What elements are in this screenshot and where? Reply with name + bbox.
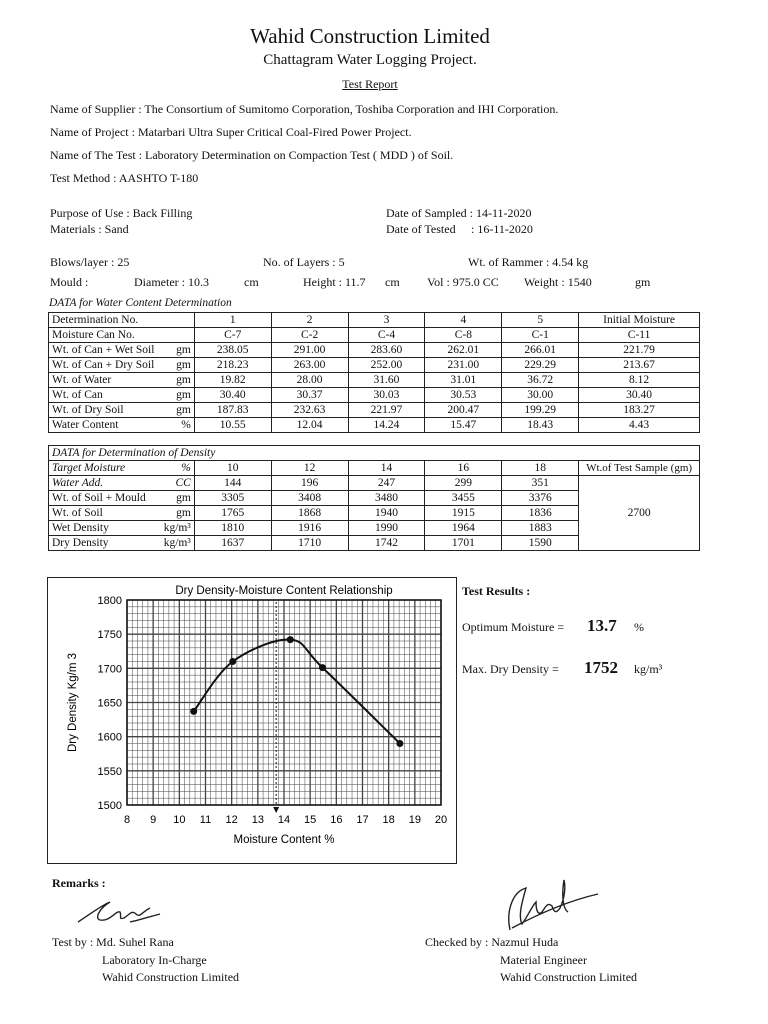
header-cell: Initial Moisture [579, 313, 700, 328]
x-tick-label: 13 [251, 814, 264, 826]
x-tick-label: 12 [225, 814, 238, 826]
row-label-text: Wt. of Soil + Mould [52, 492, 146, 504]
omc-unit: % [634, 620, 644, 634]
row-unit: gm [176, 389, 191, 401]
water-content-table [48, 312, 700, 433]
row-label-text: Wt. of Soil [52, 507, 103, 519]
row-label [52, 343, 191, 357]
data-point [396, 740, 403, 747]
row-unit: CC [175, 477, 191, 489]
table-row [49, 388, 700, 403]
row-label [52, 328, 191, 342]
value-cell: 247 [348, 476, 425, 491]
value-cell: 262.01 [425, 343, 502, 358]
row-unit: gm [176, 344, 191, 356]
layers-line: No. of Layers : 5 [263, 255, 345, 269]
row-label [52, 388, 191, 402]
height-label: Height : 11.7 [303, 275, 366, 289]
row-unit: gm [176, 359, 191, 371]
y-axis-label: Dry Density Kg/m 3 [67, 652, 79, 753]
row-label-text: Wt. of Can + Dry Soil [52, 359, 155, 371]
table-row [49, 476, 700, 491]
mould-label: Mould : [50, 275, 89, 289]
test-by-company: Wahid Construction Limited [102, 970, 240, 984]
row-label-text: Wt. of Dry Soil [52, 404, 124, 416]
target-cell: 18 [502, 461, 579, 476]
value-cell: 199.29 [502, 403, 579, 418]
y-tick-label: 1800 [97, 595, 122, 607]
remarks-label: Remarks : [52, 876, 106, 890]
value-cell: 351 [502, 476, 579, 491]
company-name: Wahid Construction Limited [250, 24, 490, 48]
row-label-cell [49, 506, 195, 521]
row-label-text: Wt. of Can + Wet Soil [52, 344, 155, 356]
project-line: Name of Project : Matarbari Ultra Super Critical Coal-Fired Power Project. [50, 125, 412, 139]
row-unit: gm [176, 404, 191, 416]
row-label [52, 403, 191, 417]
row-label-text: Wt. of Water [52, 374, 112, 386]
value-cell: 4.43 [579, 418, 700, 433]
project-title: Chattagram Water Logging Project. [263, 52, 477, 68]
value-cell: 187.83 [194, 403, 271, 418]
row-label [52, 476, 191, 490]
x-tick-label: 8 [123, 814, 131, 826]
value-cell: 19.82 [194, 373, 271, 388]
diameter-label: Diameter : 10.3 [134, 275, 209, 289]
value-cell: 283.60 [348, 343, 425, 358]
mdd-label: Max. Dry Density = [462, 662, 559, 676]
row-unit: kg/m³ [163, 537, 191, 549]
row-label [52, 418, 191, 432]
table-row [49, 328, 700, 343]
row-label-text: Wt. of Can [52, 389, 103, 401]
value-cell: 1940 [348, 506, 425, 521]
x-tick-label: 10 [173, 814, 186, 826]
x-tick-label: 16 [330, 814, 343, 826]
value-cell: 30.40 [579, 388, 700, 403]
value-cell: 28.00 [271, 373, 348, 388]
row-label-cell [49, 536, 195, 551]
value-cell: 1836 [502, 506, 579, 521]
test-line: Name of The Test : Laboratory Determination on Compaction Test ( MDD ) of Soil. [50, 148, 454, 162]
table-row [49, 403, 700, 418]
value-cell: 1637 [194, 536, 271, 551]
value-cell: C-4 [348, 328, 425, 343]
x-tick-label: 20 [434, 814, 448, 826]
header-cell: 2 [271, 313, 348, 328]
x-tick-label: 11 [199, 814, 212, 826]
section-row [49, 446, 700, 461]
row-label-cell [49, 403, 195, 418]
optimum-marker [273, 807, 279, 813]
value-cell: 291.00 [271, 343, 348, 358]
row-label [52, 373, 191, 387]
value-cell: 1990 [348, 521, 425, 536]
mdd-value: 1752 [584, 658, 618, 677]
omc-value: 13.7 [587, 616, 617, 635]
row-unit: gm [176, 507, 191, 519]
value-cell: 252.00 [348, 358, 425, 373]
value-cell: C-7 [194, 328, 271, 343]
value-cell: 1765 [194, 506, 271, 521]
value-cell: 31.01 [425, 373, 502, 388]
value-cell: 232.63 [271, 403, 348, 418]
value-cell: 3408 [271, 491, 348, 506]
row-label-cell [49, 476, 195, 491]
row-label-cell [49, 358, 195, 373]
x-tick-label: 14 [277, 814, 291, 826]
value-cell: 30.37 [271, 388, 348, 403]
data-point [319, 664, 326, 671]
row-label [52, 358, 191, 372]
row-unit: kg/m³ [163, 522, 191, 534]
test-by-signature [70, 894, 165, 934]
omc-label: Optimum Moisture = [462, 620, 565, 634]
value-cell: 30.00 [502, 388, 579, 403]
value-cell: 238.05 [194, 343, 271, 358]
value-cell: 218.23 [194, 358, 271, 373]
value-cell: C-11 [579, 328, 700, 343]
target-row [49, 461, 700, 476]
value-cell: 213.67 [579, 358, 700, 373]
purpose-line: Purpose of Use : Back Filling [50, 206, 193, 220]
value-cell: 3305 [194, 491, 271, 506]
row-label-cell [49, 521, 195, 536]
x-tick-label: 15 [304, 814, 317, 826]
row-label-text: Water Content [52, 419, 119, 431]
test-by-name: Test by : Md. Suhel Rana [52, 935, 174, 949]
header-cell: Determination No. [49, 313, 195, 328]
row-label [52, 506, 191, 520]
target-cell: 16 [425, 461, 502, 476]
row-label [52, 521, 191, 535]
y-tick-label: 1600 [97, 731, 122, 744]
mdd-unit: kg/m³ [634, 662, 663, 676]
report-title: Test Report [342, 77, 398, 91]
value-cell: 1964 [425, 521, 502, 536]
header-cell: 3 [348, 313, 425, 328]
value-cell: 221.79 [579, 343, 700, 358]
value-cell: 144 [194, 476, 271, 491]
blows-line: Blows/layer : 25 [50, 255, 130, 269]
test-by-role: Laboratory In-Charge [102, 953, 207, 967]
x-axis-label: Moisture Content % [233, 834, 335, 846]
value-cell: 1590 [502, 536, 579, 551]
row-label-cell [49, 373, 195, 388]
value-cell: 14.24 [348, 418, 425, 433]
target-cell: 12 [271, 461, 348, 476]
row-label-cell [49, 328, 195, 343]
gm-unit: gm [635, 275, 651, 289]
value-cell: C-1 [502, 328, 579, 343]
chart-frame [47, 577, 457, 864]
results-title: Test Results : [462, 584, 531, 598]
value-cell: 231.00 [425, 358, 502, 373]
row-label-cell [49, 461, 195, 476]
value-cell: 221.97 [348, 403, 425, 418]
value-cell: 30.03 [348, 388, 425, 403]
x-tick-label: 19 [408, 814, 421, 826]
value-cell: 18.43 [502, 418, 579, 433]
volume-label: Vol : 975.0 CC [427, 275, 499, 289]
value-cell: 1810 [194, 521, 271, 536]
table-row [49, 343, 700, 358]
data-point [190, 708, 197, 715]
cm-unit-2: cm [385, 275, 400, 289]
value-cell: 266.01 [502, 343, 579, 358]
table-row [49, 373, 700, 388]
row-label-text: Moisture Can No. [52, 329, 135, 341]
date-tested-value: : 16-11-2020 [471, 222, 533, 236]
row-label [52, 536, 191, 550]
checked-by-name: Checked by : Nazmul Huda [425, 935, 559, 949]
chart-title: Dry Density-Moisture Content Relationship [175, 585, 393, 597]
header-cell: 1 [194, 313, 271, 328]
value-cell: 229.29 [502, 358, 579, 373]
row-label [52, 461, 191, 475]
rammer-line: Wt. of Rammer : 4.54 kg [468, 255, 589, 269]
value-cell: C-2 [271, 328, 348, 343]
value-cell: 1883 [502, 521, 579, 536]
date-tested-label: Date of Tested [386, 222, 456, 236]
table-header-row [49, 313, 700, 328]
row-label-text: Wet Density [52, 522, 109, 534]
table-row [49, 358, 700, 373]
value-cell: C-8 [425, 328, 502, 343]
value-cell: 299 [425, 476, 502, 491]
value-cell: 8.12 [579, 373, 700, 388]
data-point [287, 636, 294, 643]
value-cell: 12.04 [271, 418, 348, 433]
x-tick-label: 18 [382, 814, 395, 826]
value-cell: 3480 [348, 491, 425, 506]
y-tick-label: 1700 [97, 663, 122, 676]
sample-value: 2700 [579, 476, 700, 551]
target-cell: 14 [348, 461, 425, 476]
row-unit: % [181, 462, 191, 474]
y-tick-label: 1650 [97, 697, 122, 710]
y-tick-label: 1550 [97, 765, 122, 778]
checked-by-company: Wahid Construction Limited [500, 970, 638, 984]
method-line: Test Method : AASHTO T-180 [50, 171, 199, 185]
y-tick-label: 1750 [97, 629, 122, 642]
value-cell: 30.53 [425, 388, 502, 403]
row-unit: gm [176, 374, 191, 386]
value-cell: 36.72 [502, 373, 579, 388]
row-label-cell [49, 491, 195, 506]
weight-label: Weight : 1540 [524, 275, 592, 289]
value-cell: 200.47 [425, 403, 502, 418]
value-cell: 1915 [425, 506, 502, 521]
row-unit: gm [176, 492, 191, 504]
value-cell: 30.40 [194, 388, 271, 403]
table-row [49, 418, 700, 433]
data-point [229, 658, 236, 665]
header-cell: 5 [502, 313, 579, 328]
x-tick-label: 9 [150, 814, 157, 826]
value-cell: 31.60 [348, 373, 425, 388]
row-label-text: Dry Density [52, 537, 109, 549]
checked-by-role: Material Engineer [500, 953, 587, 967]
value-cell: 196 [271, 476, 348, 491]
value-cell: 15.47 [425, 418, 502, 433]
value-cell: 1868 [271, 506, 348, 521]
sample-header: Wt.of Test Sample (gm) [579, 461, 700, 476]
target-cell: 10 [194, 461, 271, 476]
cm-unit-1: cm [244, 275, 259, 289]
compaction-curve [194, 640, 400, 744]
x-tick-label: 17 [356, 814, 369, 826]
value-cell: 3455 [425, 491, 502, 506]
density-table [48, 445, 700, 551]
value-cell: 183.27 [579, 403, 700, 418]
value-cell: 1742 [348, 536, 425, 551]
row-label-text: Water Add. [52, 477, 104, 489]
value-cell: 1701 [425, 536, 502, 551]
value-cell: 263.00 [271, 358, 348, 373]
date-sampled: Date of Sampled : 14-11-2020 [386, 206, 532, 220]
y-tick-label: 1500 [97, 800, 122, 812]
water-section-title: DATA for Water Content Determination [49, 297, 232, 309]
row-label-cell [49, 418, 195, 433]
value-cell: 3376 [502, 491, 579, 506]
row-label-cell [49, 343, 195, 358]
header-cell: 4 [425, 313, 502, 328]
row-unit: % [181, 419, 191, 431]
row-label [52, 491, 191, 505]
density-section-title: DATA for Determination of Density [49, 446, 700, 461]
dry-density-chart [48, 578, 456, 863]
value-cell: 10.55 [194, 418, 271, 433]
value-cell: 1916 [271, 521, 348, 536]
materials-line: Materials : Sand [50, 222, 129, 236]
row-label-text: Target Moisture [52, 462, 126, 474]
row-label-cell [49, 388, 195, 403]
checked-by-signature [492, 872, 602, 942]
value-cell: 1710 [271, 536, 348, 551]
supplier-line: Name of Supplier : The Consortium of Sumitomo Corporation, Toshiba Corporation and IHI Corporation. [50, 102, 559, 116]
